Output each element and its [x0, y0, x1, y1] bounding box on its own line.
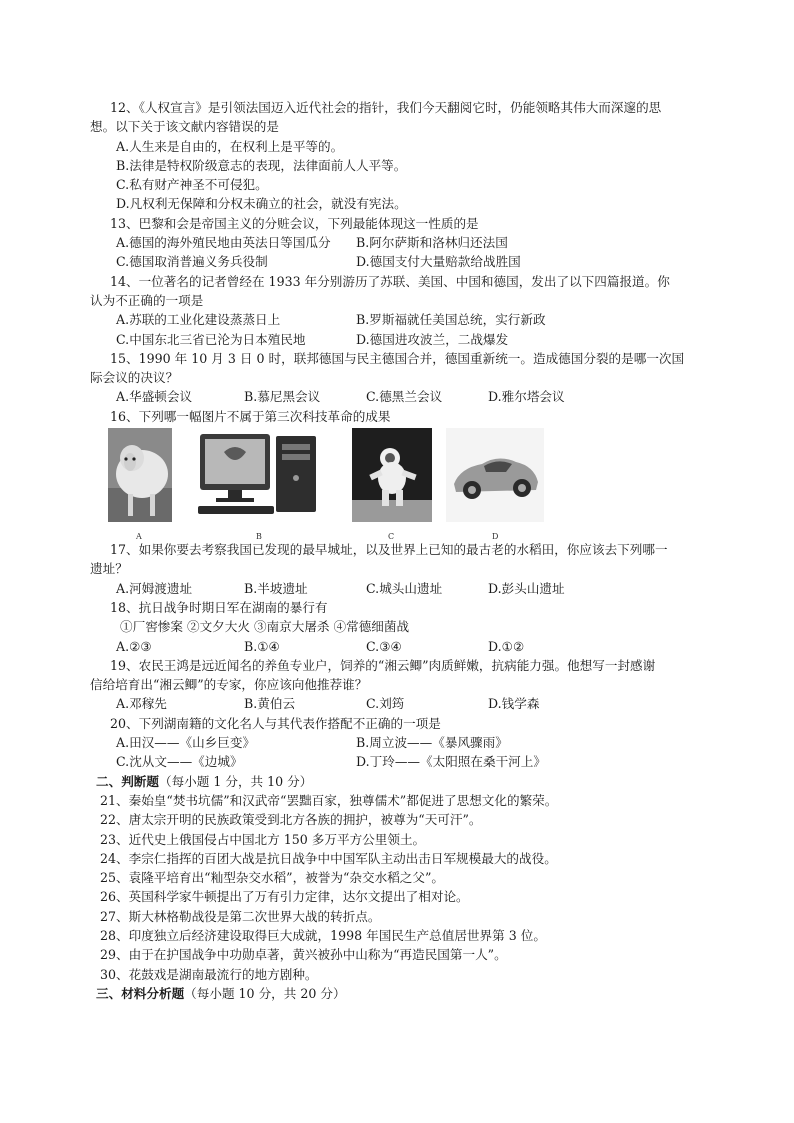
section2-title: 二、判断题	[96, 773, 159, 789]
q12-option-a: A.人生来是自由的，在权利上是平等的。	[116, 138, 344, 154]
q19-option-a: A.邓稼先	[116, 696, 167, 712]
judgment-21: 21、秦始皇“焚书坑儒”和汉武帝“罢黜百家，独尊儒术”都促进了思想文化的繁荣。	[100, 792, 558, 808]
q13-option-a: A.德国的海外殖民地由英法日等国瓜分	[116, 235, 331, 251]
q16-label-c: C	[388, 532, 395, 542]
q13-options-row2	[90, 252, 720, 271]
q20-option-b: B.周立波——《暴风骤雨》	[356, 735, 508, 751]
q19-option-b: B.黄伯云	[244, 696, 296, 712]
q14-option-c: C.中国东北三省已沦为日本殖民地	[116, 331, 306, 347]
q19-stem-line2: 信给培育出“湘云鲫”的专家，你应该向他推荐谁？	[90, 677, 368, 693]
q14-option-a: A.苏联的工业化建设蒸蒸日上	[116, 312, 281, 328]
q17-option-a: A.河姆渡遗址	[116, 580, 193, 596]
astronaut-image	[352, 428, 432, 522]
judgment-28: 28、印度独立后经济建设取得巨大成就，1998 年国民生产总值居世界第 3 位。	[100, 927, 546, 943]
judgment-29: 29、由于在护国战争中功勋卓著，黄兴被孙中山称为“再造民国第一人”。	[100, 947, 507, 963]
q18-items: ①厂窖惨案 ②文夕大火 ③南京大屠杀 ④常德细菌战	[120, 619, 410, 635]
q13-stem: 13、巴黎和会是帝国主义的分赃会议，下列最能体现这一性质的是	[110, 215, 479, 231]
q16-label-a: A	[136, 532, 142, 542]
q18-option-d: D.①②	[488, 638, 525, 654]
exam-page	[90, 98, 720, 1003]
q19-option-c: C.刘筠	[366, 696, 405, 712]
q19-option-d: D.钱学森	[488, 696, 540, 712]
q13-option-b: B.阿尔萨斯和洛林归还法国	[356, 235, 508, 251]
q16-picture-row	[90, 428, 720, 540]
q14-options-row1	[90, 310, 720, 329]
car-image	[446, 428, 544, 522]
q15-option-c: C.德黑兰会议	[366, 389, 443, 405]
section2-note: （每小题 1 分，共 10 分）	[158, 773, 313, 789]
q20-options-row1	[90, 733, 720, 752]
q15-options	[90, 387, 720, 406]
q17-stem-line2: 遗址？	[90, 561, 128, 577]
q13-option-d: D.德国支付大量赔款给战胜国	[356, 254, 521, 270]
q17-stem-line1: 17、如果你要去考察我国已发现的最早城址，以及世界上已知的最古老的水稻田，你应该去下列哪一	[110, 542, 668, 558]
q17-option-c: C.城头山遗址	[366, 580, 443, 596]
q20-stem: 20、下列湖南籍的文化名人与其代表作搭配不正确的一项是	[110, 715, 441, 731]
q18-stem: 18、抗日战争时期日军在湖南的暴行有	[110, 599, 328, 615]
q13-option-c: C.德国取消普遍义务兵役制	[116, 254, 268, 270]
q14-stem-line2: 认为不正确的一项是	[90, 292, 204, 308]
q19-stem-line1: 19、农民王鸿是远近闻名的养鱼专业户，饲养的“湘云鲫”肉质鲜嫩，抗病能力强。他想写一封感谢	[110, 657, 656, 673]
q14-stem-line1: 14、一位著名的记者曾经在 1933 年分别游历了苏联、美国、中国和德国，发出了以下四篇报道。你	[110, 273, 670, 289]
q20-option-a: A.田汉——《山乡巨变》	[116, 735, 256, 751]
judgment-24: 24、李宗仁指挥的百团大战是抗日战争中中国军队主动出击日军规模最大的战役。	[100, 850, 557, 866]
q16-label-d: D	[492, 532, 499, 542]
judgment-26: 26、英国科学家牛顿提出了万有引力定律，达尔文提出了相对论。	[100, 889, 469, 905]
q17-option-b: B.半坡遗址	[244, 580, 308, 596]
section3-title: 三、材料分析题	[96, 985, 185, 1001]
q17-option-d: D.彭头山遗址	[488, 580, 565, 596]
q15-option-a: A.华盛顿会议	[116, 389, 193, 405]
judgment-27: 27、斯大林格勒战役是第二次世界大战的转折点。	[100, 908, 381, 924]
q12-stem-line2: 想。以下关于该文献内容错误的是	[90, 119, 279, 135]
section3-heading	[90, 984, 720, 1003]
q18-option-a: A.②③	[116, 638, 152, 654]
q16-label-b: B	[256, 532, 262, 542]
q15-stem-line2: 际会议的决议？	[90, 370, 179, 386]
q16-stem: 16、下列哪一幅图片不属于第三次科技革命的成果	[110, 408, 391, 424]
judgment-25: 25、袁隆平培育出“籼型杂交水稻”，被誉为“杂交水稻之父”。	[100, 870, 445, 886]
q18-option-c: C.③④	[366, 638, 402, 654]
q18-option-b: B.①④	[244, 638, 280, 654]
q14-option-b: B.罗斯福就任美国总统，实行新政	[356, 312, 546, 328]
q12-option-d: D.凡权利无保障和分权未确立的社会，就没有宪法。	[116, 196, 407, 212]
q14-option-d: D.德国进攻波兰，二战爆发	[356, 331, 509, 347]
judgment-22: 22、唐太宗开明的民族政策受到北方各族的拥护，被尊为“天可汗”。	[100, 812, 482, 828]
judgment-23: 23、近代史上俄国侵占中国北方 150 多万平方公里领土。	[100, 831, 426, 847]
computer-image	[194, 428, 326, 522]
q12-option-c: C.私有财产神圣不可侵犯。	[116, 177, 268, 193]
q17-options	[90, 579, 720, 598]
section2-heading	[90, 772, 720, 791]
q19-options	[90, 694, 720, 713]
section3-note: （每小题 10 分，共 20 分）	[184, 985, 346, 1001]
q12-option-b: B.法律是特权阶级意志的表现，法律面前人人平等。	[116, 157, 407, 173]
q20-options-row2	[90, 752, 720, 771]
judgment-30: 30、花鼓戏是湖南最流行的地方剧种。	[100, 966, 318, 982]
q14-options-row2	[90, 330, 720, 349]
q20-option-c: C.沈从文——《边城》	[116, 754, 243, 770]
q12-stem-line1: 12、《人权宣言》是引领法国迈入近代社会的指针，我们今天翻阅它时，仍能领略其伟大而深邃的思	[110, 100, 662, 115]
q15-option-d: D.雅尔塔会议	[488, 389, 565, 405]
q18-options	[90, 637, 720, 656]
q13-options-row1	[90, 233, 720, 252]
sheep-image	[108, 428, 172, 522]
q20-option-d: D.丁玲——《太阳照在桑干河上》	[356, 754, 546, 770]
q15-option-b: B.慕尼黑会议	[244, 389, 321, 405]
q15-stem-line1: 15、1990 年 10 月 3 日 0 时，联邦德国与民主德国合并，德国重新统一。造成德国分裂的是哪一次国	[110, 350, 685, 366]
